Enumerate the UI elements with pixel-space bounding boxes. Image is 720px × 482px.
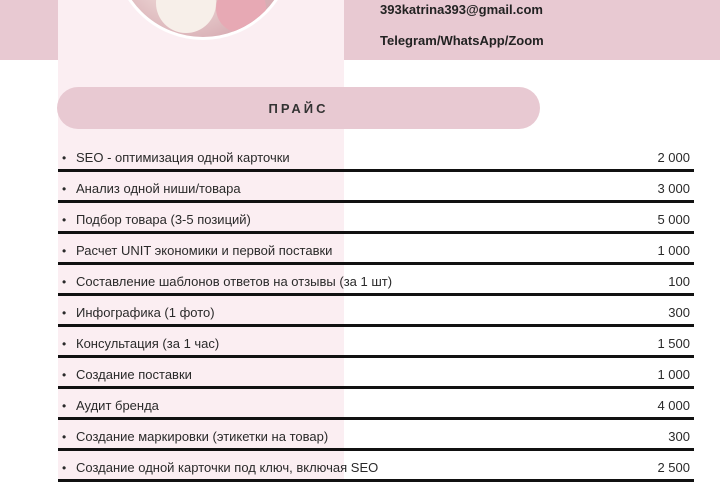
price-row bbox=[58, 296, 694, 327]
messengers-text: Telegram/WhatsApp/Zoom bbox=[380, 33, 544, 48]
email-text: 393katrina393@gmail.com bbox=[380, 2, 543, 17]
service-price: 100 bbox=[668, 274, 690, 289]
price-row bbox=[58, 172, 694, 203]
price-row bbox=[58, 358, 694, 389]
service-price: 1 000 bbox=[657, 367, 690, 382]
price-row-left bbox=[58, 398, 159, 413]
service-name: Создание маркировки (этикетки на товар) bbox=[76, 429, 329, 444]
price-row-left bbox=[58, 243, 332, 258]
contacts-block bbox=[380, 0, 544, 56]
price-row-left bbox=[58, 212, 251, 227]
price-row-left bbox=[58, 429, 328, 444]
price-row bbox=[58, 265, 694, 296]
service-name: Инфографика (1 фото) bbox=[76, 305, 215, 320]
bullet-icon: • bbox=[62, 367, 67, 382]
price-row-left bbox=[58, 336, 219, 351]
price-row-left bbox=[58, 150, 290, 165]
bullet-icon: • bbox=[62, 398, 67, 413]
service-price: 5 000 bbox=[657, 212, 690, 227]
price-row-left bbox=[58, 274, 392, 289]
price-row bbox=[58, 141, 694, 172]
price-row bbox=[58, 203, 694, 234]
service-name: Аудит бренда bbox=[76, 398, 159, 413]
price-row-left bbox=[58, 181, 241, 196]
price-row-left bbox=[58, 460, 378, 475]
bullet-icon: • bbox=[62, 336, 67, 351]
service-price: 4 000 bbox=[657, 398, 690, 413]
bullet-icon: • bbox=[62, 460, 67, 475]
price-row-left bbox=[58, 367, 192, 382]
price-row bbox=[58, 234, 694, 265]
service-name: SEO - оптимизация одной карточки bbox=[76, 150, 290, 165]
price-list bbox=[58, 141, 694, 482]
service-name: Составление шаблонов ответов на отзывы (за 1 шт) bbox=[76, 274, 393, 289]
service-name: Создание поставки bbox=[76, 367, 192, 382]
service-name: Создание одной карточки под ключ, включая SEO bbox=[76, 460, 379, 475]
service-name: Анализ одной ниши/товара bbox=[76, 181, 241, 196]
service-name: Подбор товара (3-5 позиций) bbox=[76, 212, 251, 227]
price-row bbox=[58, 420, 694, 451]
service-price: 2 500 bbox=[657, 460, 690, 475]
price-row bbox=[58, 389, 694, 420]
bullet-icon: • bbox=[62, 429, 67, 444]
price-row bbox=[58, 451, 694, 482]
price-header bbox=[57, 87, 540, 129]
avatar-photo-detail bbox=[156, 0, 216, 33]
service-price: 1 000 bbox=[657, 243, 690, 258]
price-row bbox=[58, 327, 694, 358]
bullet-icon: • bbox=[62, 274, 67, 289]
service-price: 3 000 bbox=[657, 181, 690, 196]
bullet-icon: • bbox=[62, 243, 67, 258]
service-name: Консультация (за 1 час) bbox=[76, 336, 220, 351]
price-title: ПРАЙС bbox=[268, 100, 329, 116]
bullet-icon: • bbox=[62, 181, 67, 196]
service-price: 300 bbox=[668, 429, 690, 444]
service-price: 300 bbox=[668, 305, 690, 320]
service-name: Расчет UNIT экономики и первой поставки bbox=[76, 243, 333, 258]
bullet-icon: • bbox=[62, 212, 67, 227]
service-price: 2 000 bbox=[657, 150, 690, 165]
price-row-left bbox=[58, 305, 215, 320]
bullet-icon: • bbox=[62, 150, 67, 165]
service-price: 1 500 bbox=[657, 336, 690, 351]
bullet-icon: • bbox=[62, 305, 67, 320]
